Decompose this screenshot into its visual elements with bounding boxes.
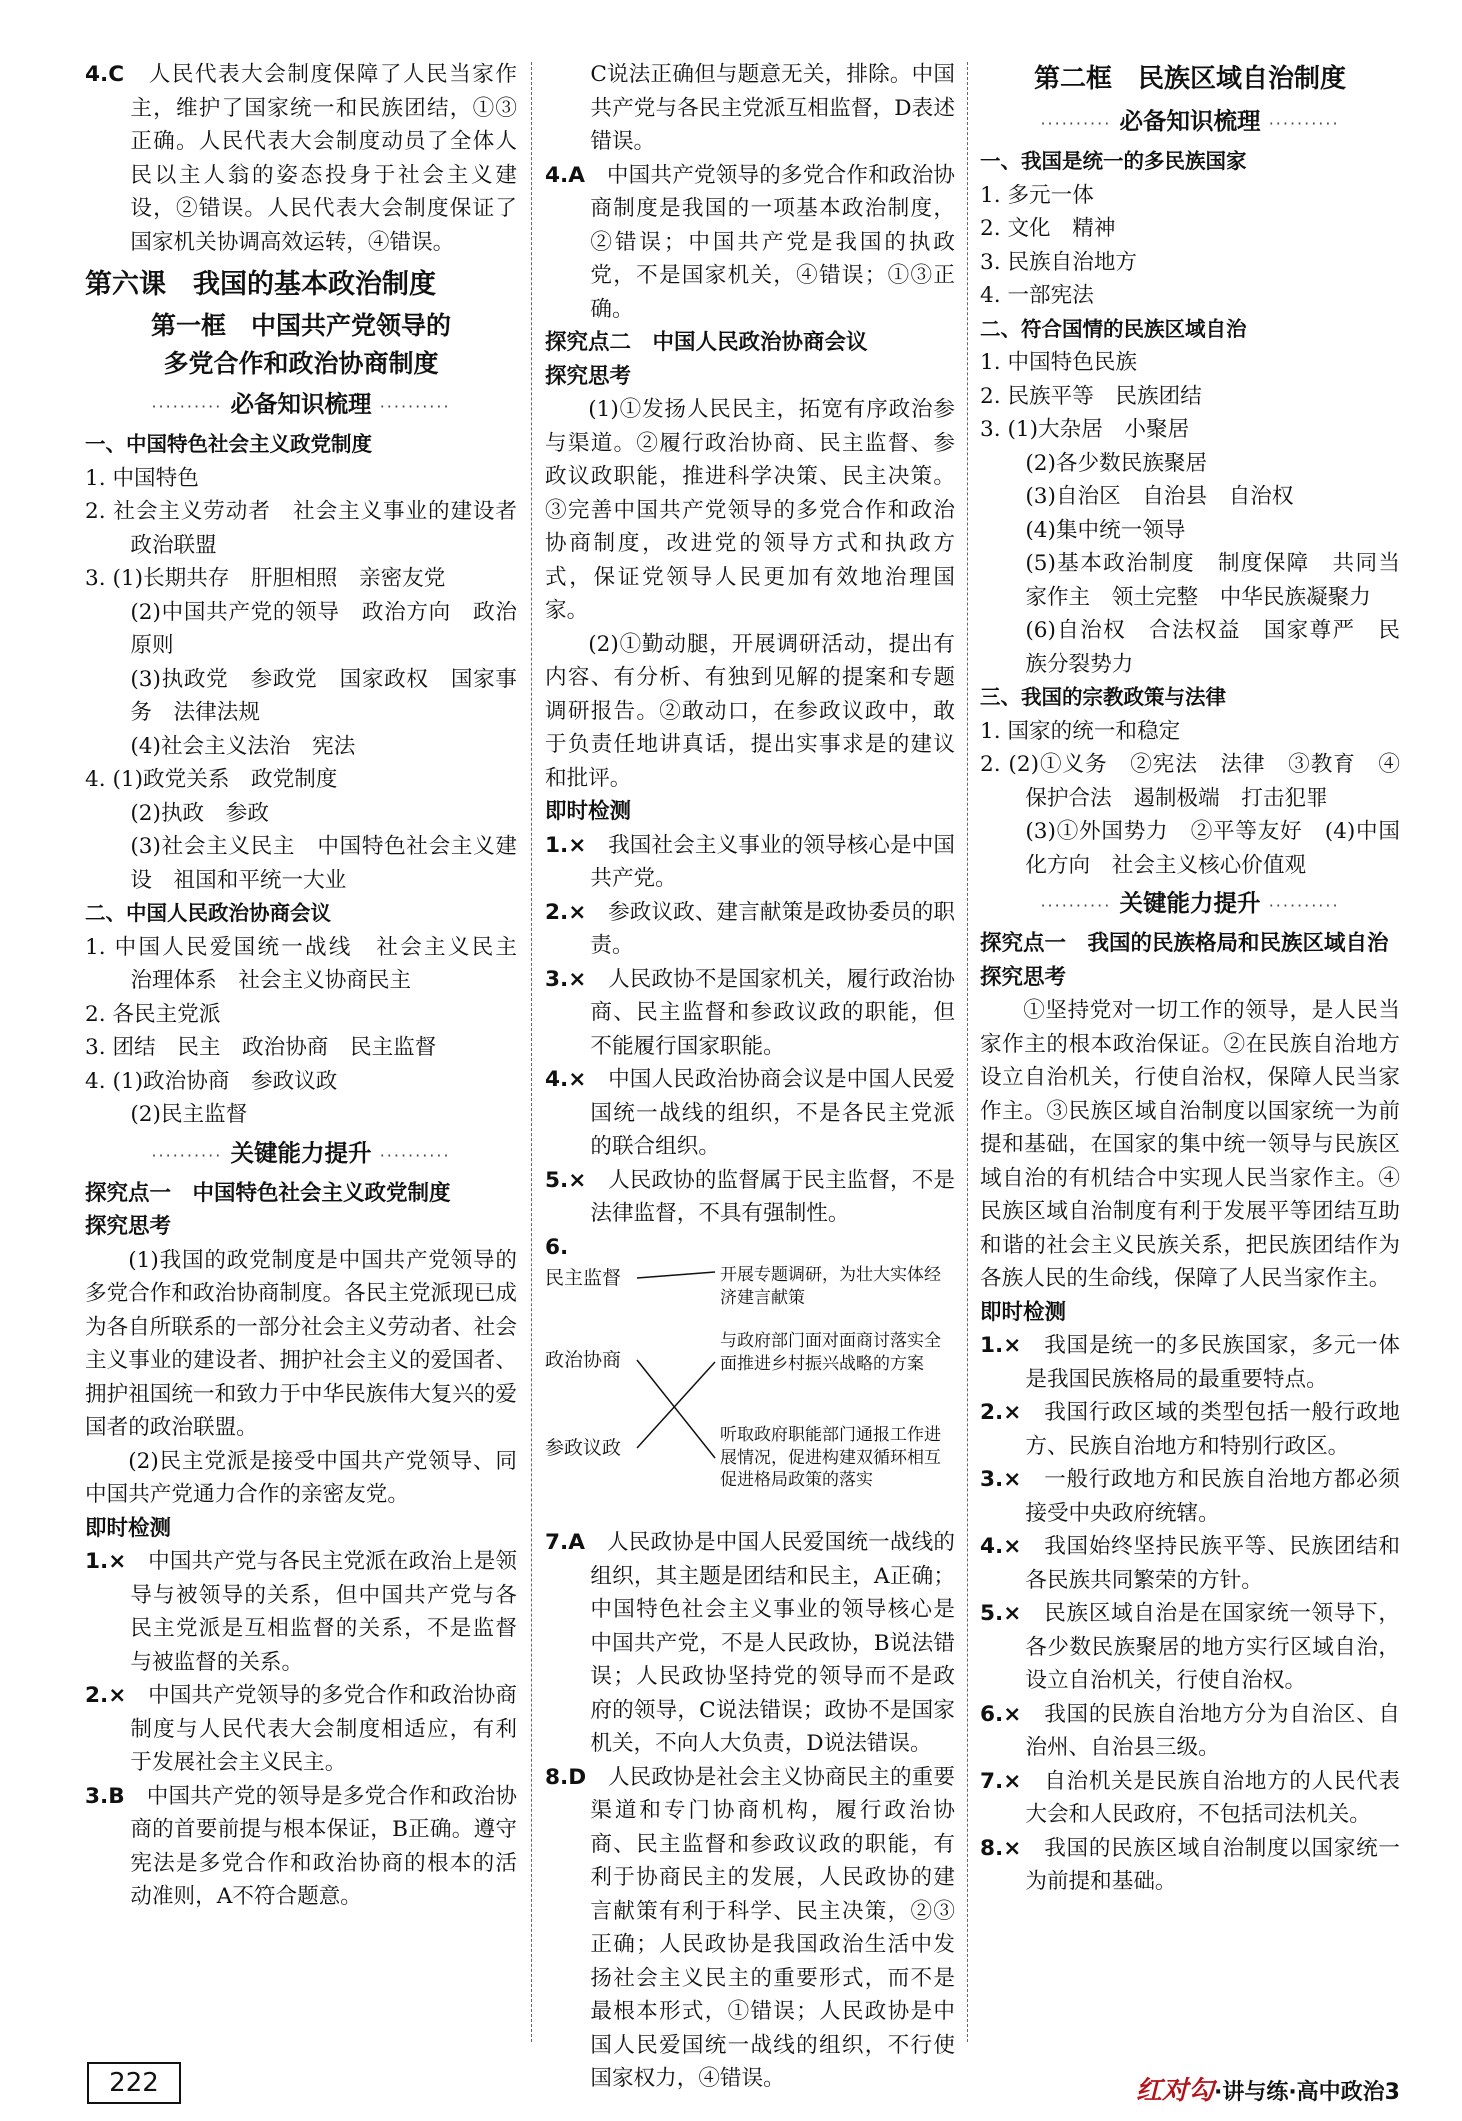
answer-item: 3.B 中国共产党的领导是多党合作和政治协商的首要前提与根本保证，B正确。遵守宪法是多党合作和政治协商的根本的活动准则，A不符合题意。 [85,1783,517,1909]
paragraph: C说法正确但与题意无关，排除。中国共产党与各民主党派互相监督，D表述错误。 [590,62,955,154]
list-item: 2. 社会主义劳动者 社会主义事业的建设者 政治联盟 [85,499,539,558]
diagram-label-left: 参政议政 [545,1437,622,1459]
diagram-label-right: 开展专题调研，为壮大实体经济建言献策 [720,1265,941,1308]
part-heading: 三、我国的宗教政策与法律 [980,685,1226,709]
list-item: 1. 国家的统一和稳定 [980,718,1181,744]
answer-item: 7.A 人民政协是中国人民爱国统一战线的组织，其主题是团结和民主，A正确；中国特色社会主义事业的领导核心是中国共产党，不是人民政协，B说法错误；人民政协坚持党的领导而不是政府的领导，C说法错误；政协不是国家机关，不向人大负责，D说法错误。 [545,1530,955,1756]
list-item: (2)执政 参政 [130,800,269,826]
list-item: 3. 民族自治地方 [980,249,1138,275]
answer-item: 4.× 我国始终坚持民族平等、民族团结和各民族共同繁荣的方针。 [980,1534,1400,1593]
list-item: (3)社会主义民主 中国特色社会主义建设 祖国和平统一大业 [130,834,517,893]
list-item: 2. 民族平等 民族团结 [980,383,1202,409]
part-heading: 二、符合国情的民族区域自治 [980,316,1247,341]
part-heading: 一、中国特色社会主义政党制度 [85,432,372,456]
list-item: 4. (1)政党关系 政党制度 [85,767,338,792]
label-check: 即时检测 [85,1515,172,1541]
answer-item: 3.× 一般行政地方和民族自治地方都必须接受中央政府统辖。 [980,1467,1400,1526]
list-item: 1. 中国特色 [85,465,199,491]
section-heading: ·········· 必备知识梳理 ·········· [151,390,451,418]
list-item: (3)自治区 自治县 自治权 [1025,484,1294,509]
list-item: (4)集中统一领导 [1025,517,1186,543]
lesson-title: 第六课 我国的基本政治制度 [85,269,436,300]
page-number: 222 [87,2062,181,2104]
answer-item: 6.× 我国的民族自治地方分为自治区、自治州、自治县三级。 [980,1701,1400,1760]
paragraph: (1)我国的政党制度是中国共产党领导的多党合作和政治协商制度。各民主党派现已成为各自所联系的一部分社会主义劳动者、社会主义事业的建设者、拥护社会主义的爱国者、拥护祖国统一和致力于中华民族伟大复兴的爱国者的政治联盟。 [85,1247,517,1440]
answer-item: 2.× 参政议政、建言献策是政协委员的职责。 [545,899,955,958]
answer-item: 5.× 人民政协的监督属于民主监督，不是法律监督，不具有强制性。 [545,1167,955,1226]
list-item: (5)基本政治制度 制度保障 共同当家作主 领土完整 中华民族凝聚力 [1025,551,1400,610]
section-heading: ·········· 关键能力提升 ·········· [1040,889,1340,917]
label-think: 探究思考 [545,363,632,389]
answer-item: 7.× 自治机关是民族自治地方的人民代表大会和人民政府，不包括司法机关。 [980,1768,1400,1827]
label-check: 即时检测 [980,1299,1067,1325]
paragraph: (1)①发扬人民民主，拓宽有序政治参与渠道。②履行政治协商、民主监督、参政议政职能，推进科学决策、民主决策。③完善中国共产党领导的多党合作和政治协商制度，改进党的领导方式和执政方式，保证党领导人民更加有效地治理国家。 [545,397,955,623]
list-item: (6)自治权 合法权益 国家尊严 民族分裂势力 [1025,618,1400,677]
diagram-label-left: 政治协商 [545,1349,622,1371]
answer-number: 6. [545,1234,569,1260]
label-think: 探究思考 [85,1214,172,1239]
answer-item: 4.× 中国人民政治协商会议是中国人民爱国统一战线的组织，不是各民主党派的联合组织。 [545,1067,955,1159]
part-heading: 一、我国是统一的多民族国家 [980,149,1247,173]
diagram-label-right: 与政府部门面对面商讨落实全面推进乡村振兴战略的方案 [720,1331,941,1374]
list-item: 4. 一部宪法 [980,283,1094,308]
frame-title: 第二框 民族区域自治制度 [1033,64,1346,94]
part-heading: 二、中国人民政治协商会议 [85,901,331,925]
paragraph: (2)①勤动腿，开展调研活动，提出有内容、有分析、有独到见解的提案和专题调研报告。②敢动口，在参政议政中，敢于负责任地讲真话，提出实事求是的建议和批评。 [545,631,955,791]
column-divider [531,62,532,2042]
answer-item: 5.× 民族区域自治是在国家统一领导下，各少数民族聚居的地方实行区域自治，设立自治机关，行使自治权。 [980,1601,1400,1693]
list-item: (2)民主监督 [130,1102,248,1127]
matching-diagram [545,1264,955,1526]
column-left [85,58,539,1914]
answer-item: 3.× 人民政协不是国家机关，履行政治协商、民主监督和参政议政的职能，但不能履行国家职能。 [545,966,955,1059]
topic-heading: 探究点二 中国人民政治协商会议 [545,330,868,355]
list-item: 3. (1)长期共存 肝胆相照 亲密友党 [85,566,446,591]
topic-heading: 探究点一 中国特色社会主义政党制度 [85,1180,451,1206]
column-middle [545,58,955,2096]
section-heading: ·········· 关键能力提升 ·········· [151,1138,451,1167]
answer-item: 2.× 中国共产党领导的多党合作和政治协商制度与人民代表大会制度相适应，有利于发展社会主义民主。 [85,1683,517,1775]
connector-line [637,1272,715,1278]
list-item: (3)①外国势力 ②平等友好 (4)中国化方向 社会主义核心价值观 [1025,819,1400,878]
list-item: (2)各少数民族聚居 [1025,450,1208,476]
list-item: 4. (1)政治协商 参政议政 [85,1068,338,1094]
list-item: 2. (2)①义务 ②宪法 法律 ③教育 ④保护合法 遏制极端 打击犯罪 [980,752,1400,811]
answer-item: 4.A 中国共产党领导的多党合作和政治协商制度是我国的一项基本政治制度，②错误；中国共产党是我国的执政党，不是国家机关，④错误；①③正确。 [545,162,955,322]
list-item: 1. 中国特色民族 [980,350,1138,375]
list-item: 2. 文化 精神 [980,216,1116,241]
brand-footer [1136,2070,1400,2107]
section-heading: ·········· 必备知识梳理 ·········· [1040,107,1340,135]
brand-logo: 红对勾 [1135,2076,1214,2106]
paragraph: ①坚持党对一切工作的领导，是人民当家作主的根本政治保证。②在民族自治地方设立自治机关，行使自治权，保障人民当家作主。③民族区域自治制度以国家统一为前提和基础，在国家的集中统一领导与民族区域自治的有机结合中实现人民当家作主。④民族区域自治制度有利于发展平等团结互助和谐的社会主义民族关系，把民族团结作为各族人民的生命线，保障了人民当家作主。 [980,998,1400,1291]
list-item: (3)执政党 参政党 国家政权 国家事务 法律法规 [130,666,517,725]
list-item: 1. 中国人民爱国统一战线 社会主义民主 治理体系 社会主义协商民主 [85,934,539,993]
label-check: 即时检测 [545,799,632,824]
list-item: 3. 团结 民主 政治协商 民主监督 [85,1035,437,1060]
brand-text: ·讲与练·高中政治3 [1213,2080,1400,2105]
diagram-label-left: 民主监督 [545,1267,622,1289]
topic-heading: 探究点一 我国的民族格局和民族区域自治 [980,931,1389,956]
answer-item: 8.× 我国的民族区域自治制度以国家统一为前提和基础。 [980,1835,1400,1894]
answer-item: 1.× 中国共产党与各民主党派在政治上是领导与被领导的关系，但中国共产党与各民主党派是互相监督的关系，不是监督与被监督的关系。 [85,1549,517,1675]
answer-item: 1.× 我国是统一的多民族国家，多元一体是我国民族格局的最重要特点。 [980,1333,1400,1392]
answer-item: 1.× 我国社会主义事业的领导核心是中国共产党。 [545,832,955,891]
paragraph: (2)民主党派是接受中国共产党领导、同中国共产党通力合作的亲密友党。 [85,1448,517,1507]
list-item: 2. 各民主党派 [85,1001,221,1027]
list-item: (4)社会主义法治 宪法 [130,733,356,759]
column-divider [967,62,968,2042]
answer-item: 8.D 人民政协是社会主义协商民主的重要渠道和专门协商机构，履行政治协商、民主监督和参政议政的职能，有利于协商民主的发展，人民政协的建言献策有利于科学、民主决策，②③正确；人民政协是我国政治生活中发扬社会主义民主的重要形式，而不是最根本形式，①错误；人民政协是中国人民爱国统一战线的组织，不行使国家权力，④错误。 [545,1764,955,2091]
list-item: 1. 多元一体 [980,182,1094,208]
diagram-label-right: 听取政府职能部门通报工作进展情况，促进构建双循环相互促进格局政策的落实 [720,1425,941,1490]
answer-item: 2.× 我国行政区域的类型包括一般行政地方、民族自治地方和特别行政区。 [980,1400,1400,1459]
column-right [980,58,1400,1899]
list-item: (2)中国共产党的领导 政治方向 政治原则 [130,599,517,658]
list-item: 3. (1)大杂居 小聚居 [980,417,1190,442]
frame-title: 多党合作和政治协商制度 [163,349,439,378]
frame-title: 第一框 中国共产党领导的 [150,311,451,340]
answer-item: 4.C 人民代表大会制度保障了人民当家作主，维护了国家统一和民族团结，①③正确。人民代表大会制度动员了全体人民以主人翁的姿态投身于社会主义建设，②错误。人民代表大会制度保证了国家机关协调高效运转，④错误。 [85,62,517,255]
label-think: 探究思考 [980,964,1067,990]
